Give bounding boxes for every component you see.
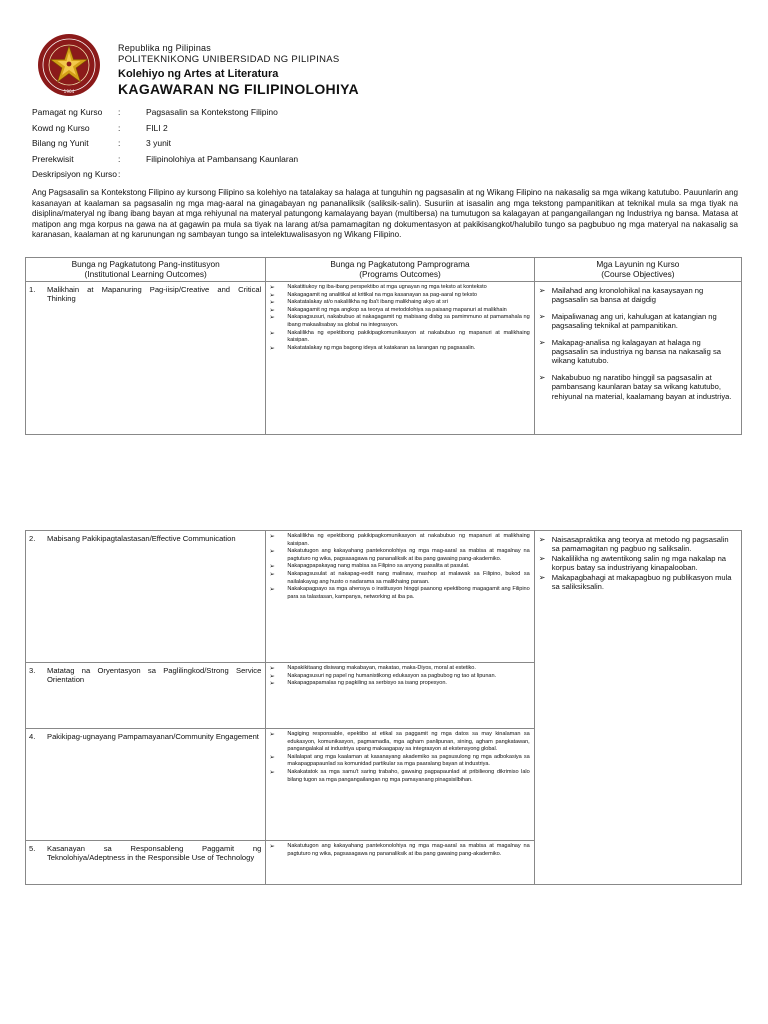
ilo-cell <box>26 282 266 435</box>
university-name: POLITEKNIKONG UNIBERSIDAD NG PILIPINAS <box>118 54 340 65</box>
course-info-label: Deskripsiyon ng Kurso <box>32 169 118 179</box>
co-list <box>535 531 741 593</box>
ilo-text: Kasanayan sa Responsableng Paggamit ng Teknolohiya/Adeptness in the Responsible Use of Technology <box>47 844 262 863</box>
course-info-colon: : <box>118 138 121 148</box>
table-header-row <box>26 258 742 282</box>
course-info-label: Pamagat ng Kurso <box>32 107 103 117</box>
outcomes-table-1 <box>25 257 742 435</box>
po-cell <box>266 282 534 435</box>
po-cell <box>266 663 534 729</box>
ilo-number: 4. <box>29 732 36 741</box>
course-info-value: Pagsasalin sa Kontekstong Filipino <box>146 107 278 117</box>
ilo-cell <box>26 729 266 841</box>
co-item: ➢ Nakabubuo ng naratibo hinggil sa pagsasalin at pambansang kaunlaran batay sa wikang katutubo, rehiyunal na material, kaalamang bayan at industriya. <box>539 373 735 401</box>
table-row <box>26 531 742 663</box>
po-item: ➢ Nakakapagpayo sa mga ahensya o institusyon hinggi paanong epektibong magagamit ang Filipino para sa talastasan, kampanya, networking at iba pa. <box>269 586 529 601</box>
po-header-subtitle: (Programs Outcomes) <box>359 268 441 279</box>
seal-year: 1904 <box>63 89 75 94</box>
department-name: KAGAWARAN NG FILIPINOLOHIYA <box>118 81 359 97</box>
ilo-cell <box>26 663 266 729</box>
course-info-label: Prerekwisit <box>32 153 74 164</box>
po-item: ➢ Nakapagpapakayag nang mabisa sa Filipino sa anyong pasalita at pasulat. <box>269 563 529 571</box>
ilo-header-title: Bunga ng Pagkatutong Pang-institusyon <box>71 259 220 269</box>
ilo-number: 3. <box>29 666 36 675</box>
po-item: ➢ Nakagagamit ng analitikal at kritikal na mga kasanayan sa pag-aaral ng teksto <box>269 292 529 300</box>
course-description: Ang Pagsasalin sa Kontekstong Filipino ay kursong Filipino sa kolehiyo na tatalakay sa halaga at tunguhin ng pagsasalin at ng Wikang Filipino na nakasalig sa mga wikang katutubo. Pauunlarin ang kasanayan at kaalaman sa pagsasalin ng mga mag-aaral na ginagabayan ng pananaliksik (saliksik-salin). Susuriin at isasalin ang mga tekstong pampanitikan at teknikal mula sa mga tiyak na disiplina/materyal ng ibang ibang bayan at mga rehiyunal na materyal patungong kamalayang bayan (multibersa) na tumutugon sa kalagayan at pangangailangan ng Industriya ng bansa. Matasa at matipon ang mga korpus na gawa na at gagawin pa mula sa tiyak na larang at/sa pamamagitan ng dokumentasyon at pakikisangkot/halubilo tungo sa pagbubuo ng mga materyal na nakasalig sa karanasan, kaalaman at ng karunungan ng sambayan tungo sa intelektuwalisasyon ng Wikang Filipino. <box>32 188 738 240</box>
ilo-cell <box>26 841 266 885</box>
co-item: ➢ Makapag-analisa ng kalagayan at halaga ng pagsasalin sa industriya ng bansa na nakasalig sa wikang katutubo. <box>539 338 735 366</box>
course-info-value: Filipinolohiya at Pambansang Kaunlaran <box>146 153 299 164</box>
co-header-title: Mga Layunin ng Kurso <box>596 259 680 269</box>
co-item: ➢ Mailahad ang kronolohikal na kasaysayan ng pagsasalin sa bansa at daigdig <box>539 286 735 305</box>
po-item: ➢ Nakalilikha ng epektibong pakikipagkomunikasyon at nakabubuo ng mapanuri at malikhaing kaisipan. <box>269 330 529 345</box>
po-item: ➢ Nakapagsusuri, nakabubuo at nakagagamit ng mabisang disbg sa pamimmuno at pamamahala ng ibang makaalisabay sa global na integrasyon. <box>269 314 529 329</box>
po-item: ➢ Nakagagamit ng mga angkop sa teorya at metodolohiya sa paisang mapanuri at malikhain <box>269 307 529 315</box>
co-item: ➢ Nakalilikha ng awtentikong salin ng mga nakalap na korpus batay sa industriyang kinapalooban. <box>539 554 735 573</box>
co-list <box>535 282 741 410</box>
republic-line: Republika ng Pilipinas <box>118 43 211 53</box>
college-name: Kolehiyo ng Artes at Literatura <box>118 68 279 80</box>
co-item: ➢ Naisasapraktika ang teorya at metodo ng pagsasalin sa pamamagitan ng pagbuo ng saliksalin. <box>539 535 735 554</box>
po-item: ➢ Nagiging responsable, epektibo at etikal sa paggamit ng mga datos sa may kinalaman sa edukasyon, komunikasyon, pagmamadla, mga agham panlipunan, sining, agham pangkatawan, pangangalakal at industriya upang makaagapay sa integrasyon at ekstensyong global. <box>269 731 529 754</box>
course-info-colon: : <box>118 169 121 179</box>
po-header <box>266 258 534 282</box>
po-list <box>266 729 533 786</box>
ilo-number: 1. <box>29 285 36 294</box>
ilo-header <box>26 258 266 282</box>
co-item: ➢ Maipaliwanag ang uri, kahulugan at katangian ng pagsasaling teknikal at pampanitikan. <box>539 312 735 331</box>
table-row <box>26 282 742 435</box>
po-item: ➢ Nakatutugon ang kakayahang pantekonolohiya ng mga mag-aaral sa mabisa at magalnay na pagtuturo ng wika, pagsasagawa ng pananaliksik at iba pang gawaing pang-akademiko. <box>269 548 529 563</box>
ilo-number: 5. <box>29 844 36 853</box>
co-cell <box>534 282 741 435</box>
ilo-text: Matatag na Oryentasyon sa Paglilingkod/Strong Service Orientation <box>47 666 262 685</box>
ilo-cell <box>26 531 266 663</box>
course-info-value: FILI 2 <box>146 122 168 133</box>
po-list <box>266 663 533 690</box>
outcomes-table-2 <box>25 530 742 885</box>
po-list <box>266 841 533 860</box>
po-cell <box>266 841 534 885</box>
po-item: ➢ Nakapagpapamalas ng pagkiling sa serbisyo sa isang propesyon. <box>269 680 529 688</box>
ilo-text: Mabisang Pakikipagtalastasan/Effective Communication <box>47 534 236 543</box>
ilo-header-subtitle: (Institutional Learning Outcomes) <box>84 268 207 279</box>
po-item: ➢ Nakakatatok sa mga samu't saring trabaho, gawaing pagpapaunlad at pribilieong dikrimiso lalo bilang tugon sa mga pangangailangan ng mga pamayanang pinagsisilbihan. <box>269 769 529 784</box>
ilo-text: Malikhain at Mapanuring Pag-iisip/Creative and Critical Thinking <box>47 285 262 304</box>
po-item: ➢ Nakatatalakay ng mga bagong ideya at katakaran sa larangan ng pagsasalin. <box>269 345 529 353</box>
po-item: ➢ Napakikitaang disiwang makabayan, makatao, maka-Diyos, moral at estetiko. <box>269 665 529 673</box>
po-list <box>266 282 533 354</box>
course-info-value: 3 yunit <box>146 138 172 148</box>
course-info-colon: : <box>118 107 121 117</box>
po-cell <box>266 729 534 841</box>
po-list <box>266 531 533 603</box>
po-item: ➢ Nakatitiukoy ng iba-ibang perspektibo at mga ugnayan ng mga teksto at konteksto <box>269 284 529 292</box>
course-info-label: Kowd ng Kurso <box>32 122 90 133</box>
course-info-colon: : <box>118 153 121 164</box>
po-item: ➢ Nakatatalakay at/o nakalilikha ng iba't ibang malikhaing akyo at sri <box>269 299 529 307</box>
university-seal-logo <box>37 33 101 97</box>
co-header-subtitle: (Course Objectives) <box>601 268 675 279</box>
ilo-text: Pakikipag-ugnayang Pampamayanan/Community Engagement <box>47 732 259 741</box>
po-header-title: Bunga ng Pagkatutong Pamprograma <box>330 259 470 269</box>
course-info-colon: : <box>118 122 121 133</box>
po-item: ➢ Nakapagsusulat at nakapag-eedit nang malinaw, mashop at malawak sa Filipino, bukod sa nailalakayag ang husto o nadarama sa malikhaing paraan. <box>269 571 529 586</box>
ilo-number: 2. <box>29 534 36 543</box>
co-header <box>534 258 741 282</box>
po-cell <box>266 531 534 663</box>
co-item: ➢ Makapagbahagi at makapagbuo ng publikasyon mula sa saliksiksalin. <box>539 573 735 592</box>
po-item: ➢ Nakapagsusuri ng papel ng humanistikong edukasyon sa pagbubog ng tao at lipunan. <box>269 673 529 681</box>
letterhead <box>118 43 359 98</box>
co-cell <box>534 531 741 885</box>
po-item: ➢ Nakalilikha ng epektibong pakikipagkomunikasyon at nakabubuo ng mapanuri at malikhaing kaisipan. <box>269 533 529 548</box>
po-item: ➢ Nakatutugon ang kakayahang pantekonolohiya ng mga mag-aaral sa mabisa at magalnay na pagtuturo ng wika, pagsasagawa ng pananaliksik at iba pang gawaing pang-akademiko. <box>269 843 529 858</box>
po-item: ➢ Nailalapat ang mga kaalaman at kasanayang akademiko sa pagsusulong ng mga adbokasiya sa makapagpapaunlad sa komunidad partikular sa mga paaralang bayan at industriya. <box>269 754 529 769</box>
course-info-label: Bilang ng Yunit <box>32 138 89 148</box>
